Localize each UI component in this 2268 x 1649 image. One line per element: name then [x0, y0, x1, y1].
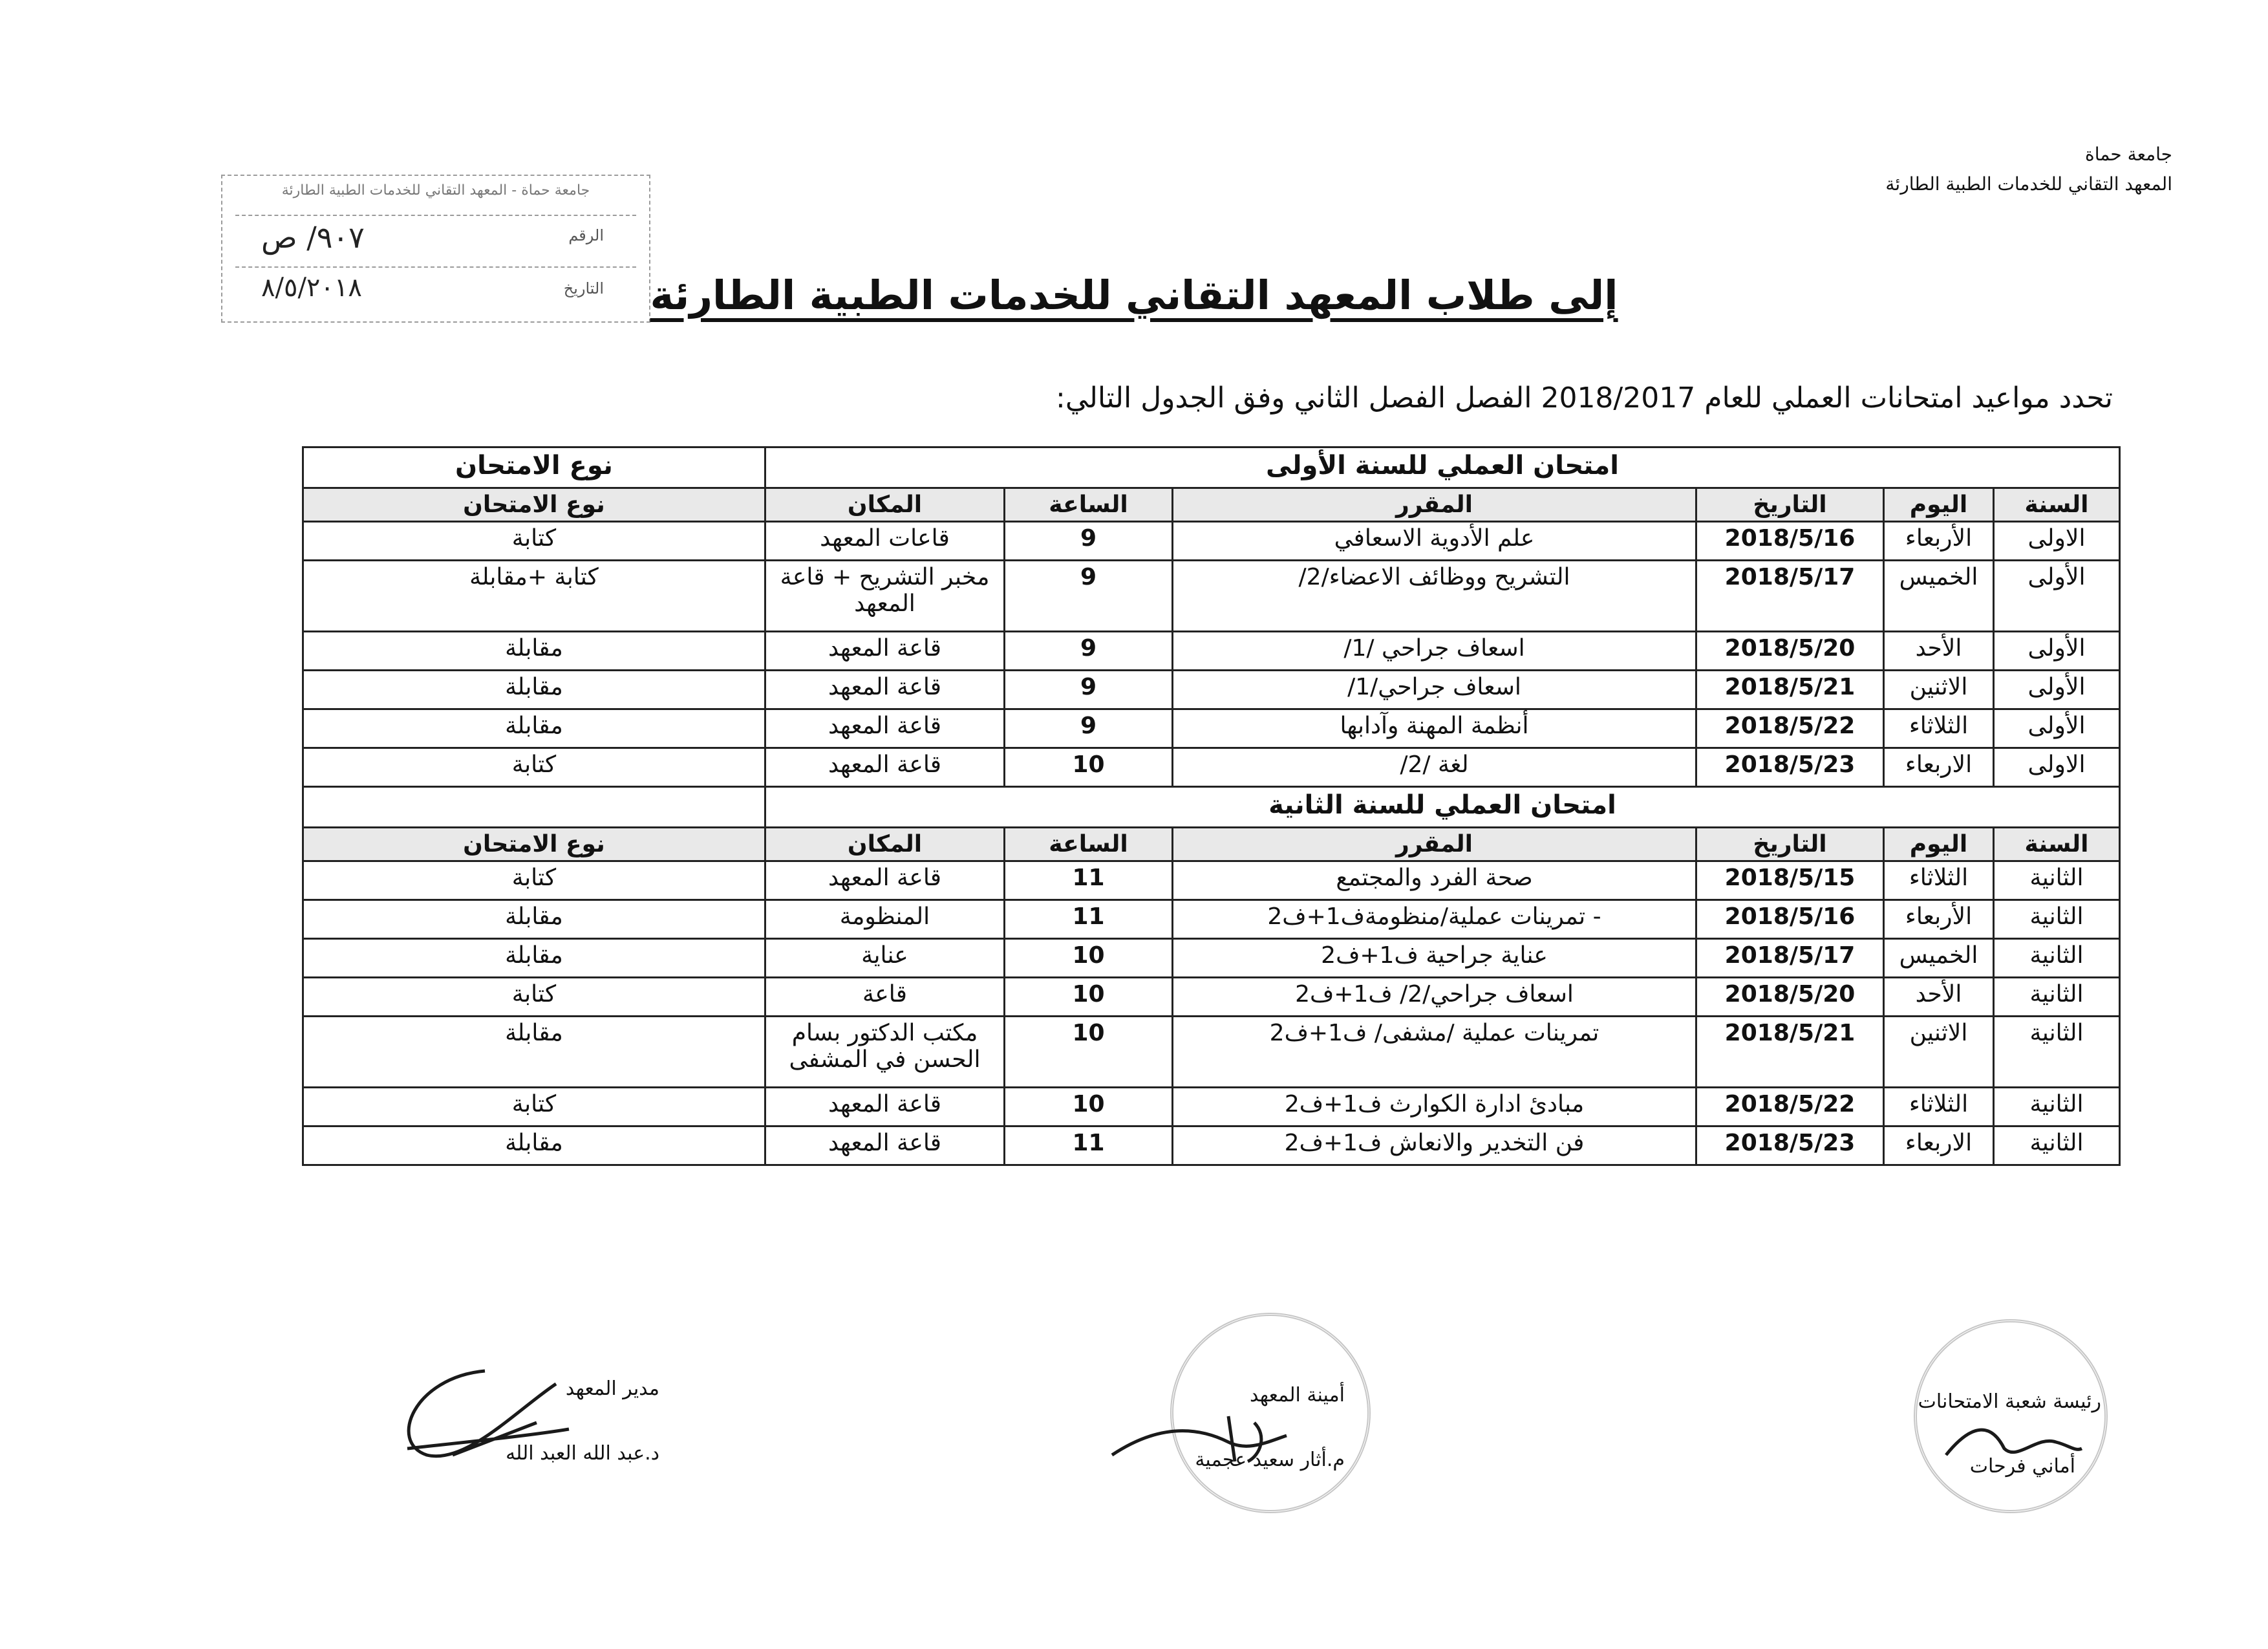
table-row [303, 900, 2119, 939]
column-header: التاريخ [1696, 828, 1884, 861]
cell-place: مكتب الدكتور بسام الحسن في المشفى [765, 1017, 1004, 1088]
column-header: اليوم [1884, 828, 1994, 861]
cell-year: الثانية [1994, 939, 2120, 978]
cell-type: مقابلة [303, 900, 765, 939]
cell-course: لغة /2/ [1173, 748, 1696, 787]
cell-date: 2018/5/17 [1696, 939, 1884, 978]
cell-hour: 10 [1005, 748, 1173, 787]
cell-day: الثلاثاء [1884, 709, 1994, 748]
table-row [303, 632, 2119, 671]
stamp-number-label: الرقم [568, 226, 604, 244]
column-header: المكان [765, 828, 1004, 861]
cell-day: الاثنين [1884, 1017, 1994, 1088]
cell-day: الثلاثاء [1884, 861, 1994, 900]
column-header: نوع الامتحان [303, 488, 765, 522]
cell-year: الثانية [1994, 1017, 2120, 1088]
cell-year: الاولى [1994, 748, 2120, 787]
cell-hour: 9 [1005, 709, 1173, 748]
cell-course: اسعاف جراحي/2/ ف1+ف2 [1173, 978, 1696, 1017]
column-header: التاريخ [1696, 488, 1884, 522]
cell-year: الثانية [1994, 900, 2120, 939]
cell-place: قاعة المعهد [765, 1126, 1004, 1165]
cell-date: 2018/5/17 [1696, 561, 1884, 632]
table-row [303, 1017, 2119, 1088]
blank-cell [303, 787, 765, 828]
cell-year: الثانية [1994, 1088, 2120, 1126]
cell-day: الاربعاء [1884, 748, 1994, 787]
column-header: السنة [1994, 488, 2120, 522]
table-row [303, 1088, 2119, 1126]
cell-year: الثانية [1994, 861, 2120, 900]
stamp-date-label: التاريخ [563, 279, 604, 297]
cell-day: الخميس [1884, 561, 1994, 632]
cell-day: الأحد [1884, 632, 1994, 671]
stamp-number-value: ٩٠٧/ ص [261, 220, 365, 255]
table-row [303, 939, 2119, 978]
section-title: امتحان العملي للسنة الأولى [765, 447, 2119, 488]
cell-hour: 10 [1005, 978, 1173, 1017]
table-row [303, 1126, 2119, 1165]
cell-hour: 9 [1005, 671, 1173, 709]
cell-course: أنظمة المهنة وآدابها [1173, 709, 1696, 748]
cell-year: الثانية [1994, 978, 2120, 1017]
cell-hour: 11 [1005, 861, 1173, 900]
cell-place: عناية [765, 939, 1004, 978]
column-header: المقرر [1173, 488, 1696, 522]
cell-type: مقابلة [303, 1017, 765, 1088]
cell-type: مقابلة [303, 939, 765, 978]
column-header: المقرر [1173, 828, 1696, 861]
cell-place: قاعات المعهد [765, 522, 1004, 561]
cell-hour: 10 [1005, 939, 1173, 978]
university-name: جامعة حماة [2085, 144, 2172, 165]
cell-day: الاثنين [1884, 671, 1994, 709]
cell-year: الأولى [1994, 671, 2120, 709]
section-title-row [303, 787, 2119, 828]
exams-head-role: رئيسة شعبة الامتحانات [1918, 1390, 2101, 1413]
table-row [303, 561, 2119, 632]
cell-type: كتابة [303, 522, 765, 561]
cell-course: عناية جراحية ف1+ف2 [1173, 939, 1696, 978]
secretary-name: م.أثار سعيد عجمية [1195, 1449, 1345, 1471]
table-row [303, 671, 2119, 709]
cell-place: قاعة المعهد [765, 748, 1004, 787]
cell-year: الاولى [1994, 522, 2120, 561]
cell-type: كتابة [303, 978, 765, 1017]
director-name: د.عبد الله العبد الله [506, 1442, 659, 1465]
cell-hour: 10 [1005, 1017, 1173, 1088]
table-row [303, 978, 2119, 1017]
secretary-signature-block [1099, 1306, 1409, 1513]
cell-place: قاعة المعهد [765, 1088, 1004, 1126]
table-row [303, 748, 2119, 787]
cell-course: التشريح ووظائف الاعضاء/2/ [1173, 561, 1696, 632]
column-header: المكان [765, 488, 1004, 522]
cell-place: قاعة المعهد [765, 861, 1004, 900]
cell-place: قاعة المعهد [765, 709, 1004, 748]
cell-place: قاعة المعهد [765, 632, 1004, 671]
cell-type: كتابة [303, 861, 765, 900]
cell-course: فن التخدير والانعاش ف1+ف2 [1173, 1126, 1696, 1165]
secretary-role: أمينة المعهد [1250, 1384, 1345, 1406]
cell-course: تمرينات عملية /مشفى/ ف1+ف2 [1173, 1017, 1696, 1088]
cell-course: اسعاف جراحي /1/ [1173, 632, 1696, 671]
column-header: الساعة [1005, 828, 1173, 861]
cell-date: 2018/5/21 [1696, 1017, 1884, 1088]
cell-year: الأولى [1994, 561, 2120, 632]
cell-type: مقابلة [303, 709, 765, 748]
cell-day: الخميس [1884, 939, 1994, 978]
cell-date: 2018/5/23 [1696, 748, 1884, 787]
cell-day: الأربعاء [1884, 522, 1994, 561]
cell-hour: 9 [1005, 522, 1173, 561]
cell-day: الأربعاء [1884, 900, 1994, 939]
column-header: اليوم [1884, 488, 1994, 522]
cell-course: علم الأدوية الاسعافي [1173, 522, 1696, 561]
cell-type: كتابة +مقابلة [303, 561, 765, 632]
exam-type-header: نوع الامتحان [303, 447, 765, 488]
exams-head-signature-block [1875, 1306, 2146, 1513]
cell-day: الأحد [1884, 978, 1994, 1017]
director-signature-block [388, 1319, 659, 1487]
cell-place: قاعة [765, 978, 1004, 1017]
table-row [303, 522, 2119, 561]
cell-type: كتابة [303, 1088, 765, 1126]
cell-type: مقابلة [303, 671, 765, 709]
table-row [303, 861, 2119, 900]
director-role: مدير المعهد [565, 1377, 659, 1400]
column-header: السنة [1994, 828, 2120, 861]
cell-day: الثلاثاء [1884, 1088, 1994, 1126]
cell-hour: 11 [1005, 1126, 1173, 1165]
cell-hour: 9 [1005, 561, 1173, 632]
cell-date: 2018/5/16 [1696, 900, 1884, 939]
column-header-row [303, 828, 2119, 861]
cell-date: 2018/5/20 [1696, 978, 1884, 1017]
intro-text: تحدد مواعيد امتحانات العملي للعام 2018/2017 الفصل الفصل الثاني وفق الجدول التالي: [1056, 382, 2113, 415]
column-header-row [303, 488, 2119, 522]
cell-place: مخبر التشريح + قاعة المعهد [765, 561, 1004, 632]
cell-course: اسعاف جراحي/1/ [1173, 671, 1696, 709]
cell-course: - تمرينات عملية/منظومةف1+ف2 [1173, 900, 1696, 939]
cell-day: الاربعاء [1884, 1126, 1994, 1165]
column-header: نوع الامتحان [303, 828, 765, 861]
cell-year: الثانية [1994, 1126, 2120, 1165]
cell-hour: 9 [1005, 632, 1173, 671]
page-title: إلى طلاب المعهد التقاني للخدمات الطبية الطارئة [650, 272, 1618, 319]
cell-date: 2018/5/21 [1696, 671, 1884, 709]
stamp-date-value: ٨/٥/٢٠١٨ [261, 273, 362, 303]
exam-schedule-table [304, 446, 2121, 1166]
cell-year: الأولى [1994, 709, 2120, 748]
cell-date: 2018/5/22 [1696, 1088, 1884, 1126]
cell-type: مقابلة [303, 632, 765, 671]
section-title-row [303, 447, 2119, 488]
cell-course: مبادئ ادارة الكوارث ف1+ف2 [1173, 1088, 1696, 1126]
cell-date: 2018/5/23 [1696, 1126, 1884, 1165]
cell-type: كتابة [303, 748, 765, 787]
cell-place: المنظومة [765, 900, 1004, 939]
exams-head-name: أماني فرحات [1969, 1455, 2075, 1478]
cell-date: 2018/5/22 [1696, 709, 1884, 748]
table-row [303, 709, 2119, 748]
cell-date: 2018/5/16 [1696, 522, 1884, 561]
cell-date: 2018/5/20 [1696, 632, 1884, 671]
cell-type: مقابلة [303, 1126, 765, 1165]
column-header: الساعة [1005, 488, 1173, 522]
cell-place: قاعة المعهد [765, 671, 1004, 709]
cell-date: 2018/5/15 [1696, 861, 1884, 900]
cell-year: الأولى [1994, 632, 2120, 671]
section-title: امتحان العملي للسنة الثانية [765, 787, 2119, 828]
institute-name: المعهد التقاني للخدمات الطبية الطارئة [1885, 173, 2172, 195]
cell-course: صحة الفرد والمجتمع [1173, 861, 1696, 900]
cell-hour: 11 [1005, 900, 1173, 939]
cell-hour: 10 [1005, 1088, 1173, 1126]
stamp-header: جامعة حماة - المعهد التقاني للخدمات الطبية الطارئة [281, 182, 590, 199]
